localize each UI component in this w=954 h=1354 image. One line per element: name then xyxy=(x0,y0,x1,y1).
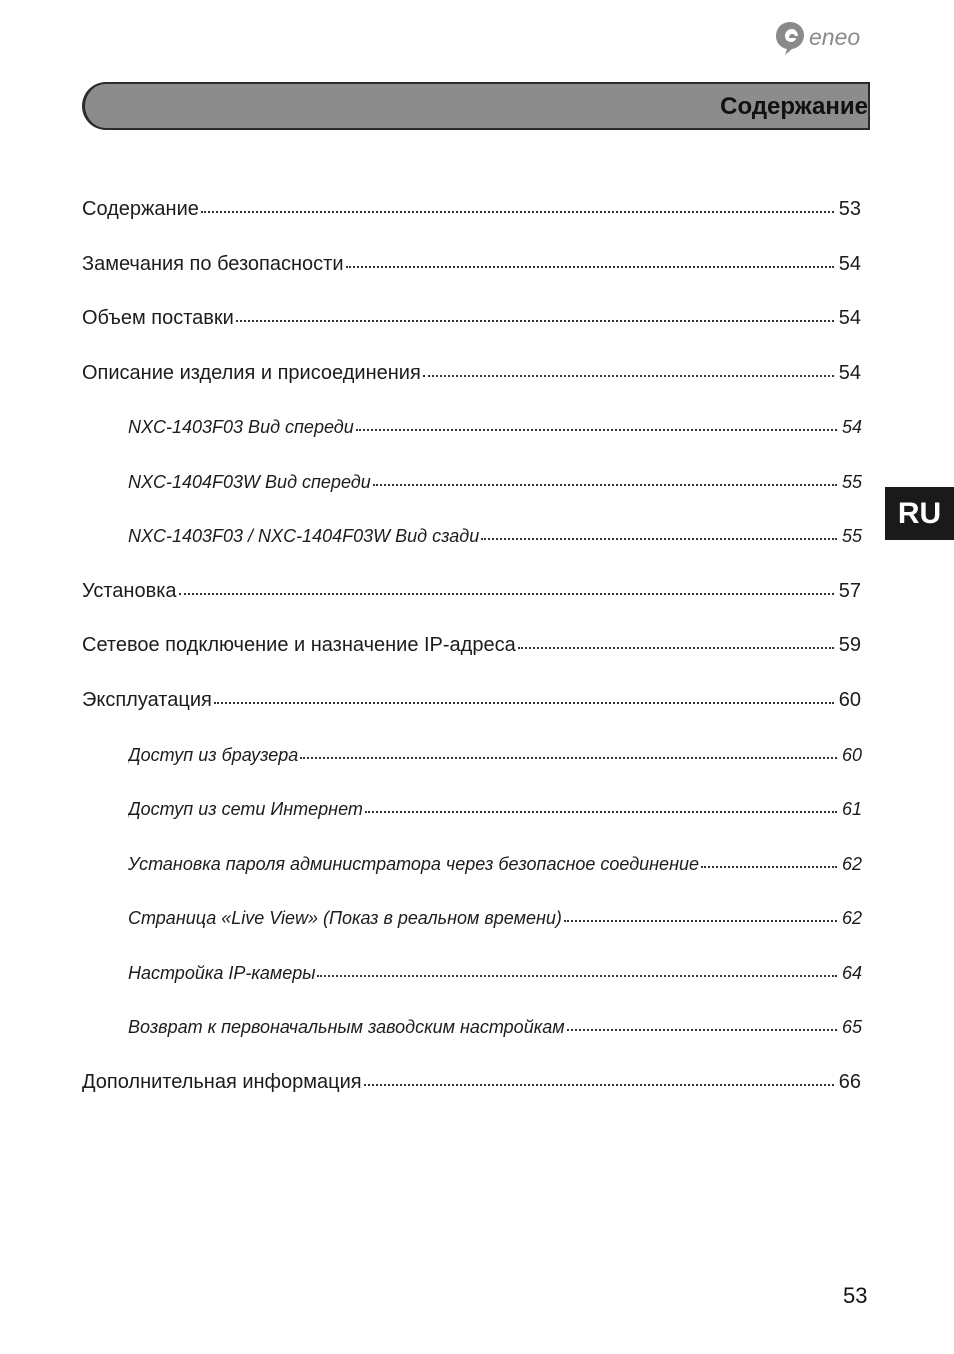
eneo-logo-text: eneo xyxy=(809,23,861,50)
toc-entry xyxy=(128,1017,862,1038)
toc-entry-title: Описание изделия и присоединения xyxy=(82,362,421,384)
toc-entry-title: Эксплуатация xyxy=(82,689,212,711)
toc-entry-page: 54 xyxy=(838,362,861,384)
toc-entry-title: Сетевое подключение и назначение IP-адреса xyxy=(82,634,516,656)
toc-entry xyxy=(82,307,861,330)
toc-entry-page: 62 xyxy=(841,854,862,874)
toc-dot-leader xyxy=(201,211,834,213)
language-tab-ru: RU xyxy=(885,487,954,540)
toc-entry-page: 62 xyxy=(841,908,862,928)
page-number: 53 xyxy=(843,1283,868,1308)
toc-entry-title: Установка xyxy=(82,580,177,602)
toc-dot-leader xyxy=(356,429,837,431)
toc-entry-title: Возврат к первоначальным заводским настройкам xyxy=(128,1017,565,1037)
toc-entry-page: 57 xyxy=(838,580,861,602)
toc-dot-leader xyxy=(364,1084,834,1086)
toc-dot-leader xyxy=(373,484,837,486)
toc-dot-leader xyxy=(481,538,837,540)
toc-dot-leader xyxy=(701,866,837,868)
toc-entry xyxy=(128,745,862,766)
toc-entry xyxy=(82,362,861,385)
toc-entry-page: 55 xyxy=(841,526,862,546)
toc-entry-page: 54 xyxy=(841,417,862,437)
toc-dot-leader xyxy=(346,266,834,268)
toc-entry-page: 60 xyxy=(841,745,862,765)
toc-dot-leader xyxy=(564,920,837,922)
page-title: Содержание xyxy=(720,93,868,120)
toc-entry-page: 54 xyxy=(838,253,861,275)
toc-entry-title: Объем поставки xyxy=(82,307,234,329)
toc-entry xyxy=(128,526,862,547)
toc-entry xyxy=(82,580,861,603)
toc-entry xyxy=(128,963,862,984)
toc-entry-title: NXC-1403F03 Вид спереди xyxy=(128,417,354,437)
toc-entry xyxy=(128,417,862,438)
toc-entry-title: Настройка IP-камеры xyxy=(128,963,316,983)
toc-entry xyxy=(128,854,862,875)
eneo-logo xyxy=(775,18,860,58)
toc-entry-title: Установка пароля администратора через безопасное соединение xyxy=(128,854,699,874)
toc-entry-title: Дополнительная информация xyxy=(82,1071,362,1093)
toc-entry-page: 61 xyxy=(841,799,862,819)
toc-entry xyxy=(128,472,862,493)
toc-entry-title: NXC-1404F03W Вид спереди xyxy=(128,472,371,492)
section-header-bar xyxy=(82,82,870,130)
toc-entry xyxy=(82,689,861,712)
toc-entry-title: Доступ из браузера xyxy=(128,745,299,765)
toc-entry-title: NXC-1403F03 / NXC-1404F03W Вид сзади xyxy=(128,526,480,546)
eneo-logo-icon xyxy=(775,20,805,56)
toc-dot-leader xyxy=(518,647,834,649)
toc-dot-leader xyxy=(236,320,834,322)
toc-dot-leader xyxy=(423,375,834,377)
toc-entry-page: 65 xyxy=(841,1017,862,1037)
toc-entry xyxy=(82,1071,861,1094)
toc-entry-page: 66 xyxy=(838,1071,861,1093)
toc-entry xyxy=(82,198,861,221)
toc-entry xyxy=(82,253,861,276)
toc-entry-title: Замечания по безопасности xyxy=(82,253,344,275)
toc-dot-leader xyxy=(317,975,837,977)
toc-dot-leader xyxy=(214,702,834,704)
toc-entry-page: 60 xyxy=(838,689,861,711)
toc-entry xyxy=(128,908,862,929)
toc-entry-title: Страница «Live View» (Показ в реальном времени) xyxy=(128,908,562,928)
toc-entry-page: 55 xyxy=(841,472,862,492)
toc-entry-page: 53 xyxy=(838,198,861,220)
toc-entry-title: Доступ из сети Интернет xyxy=(128,799,363,819)
toc-entry-page: 59 xyxy=(838,634,861,656)
toc-entry xyxy=(82,634,861,657)
toc-dot-leader xyxy=(365,811,837,813)
toc-entry-title: Содержание xyxy=(82,198,199,220)
toc-entry-page: 54 xyxy=(838,307,861,329)
toc-dot-leader xyxy=(567,1029,837,1031)
toc-entry xyxy=(128,799,862,820)
toc-entry-page: 64 xyxy=(841,963,862,983)
toc-dot-leader xyxy=(179,593,834,595)
toc-dot-leader xyxy=(300,757,837,759)
